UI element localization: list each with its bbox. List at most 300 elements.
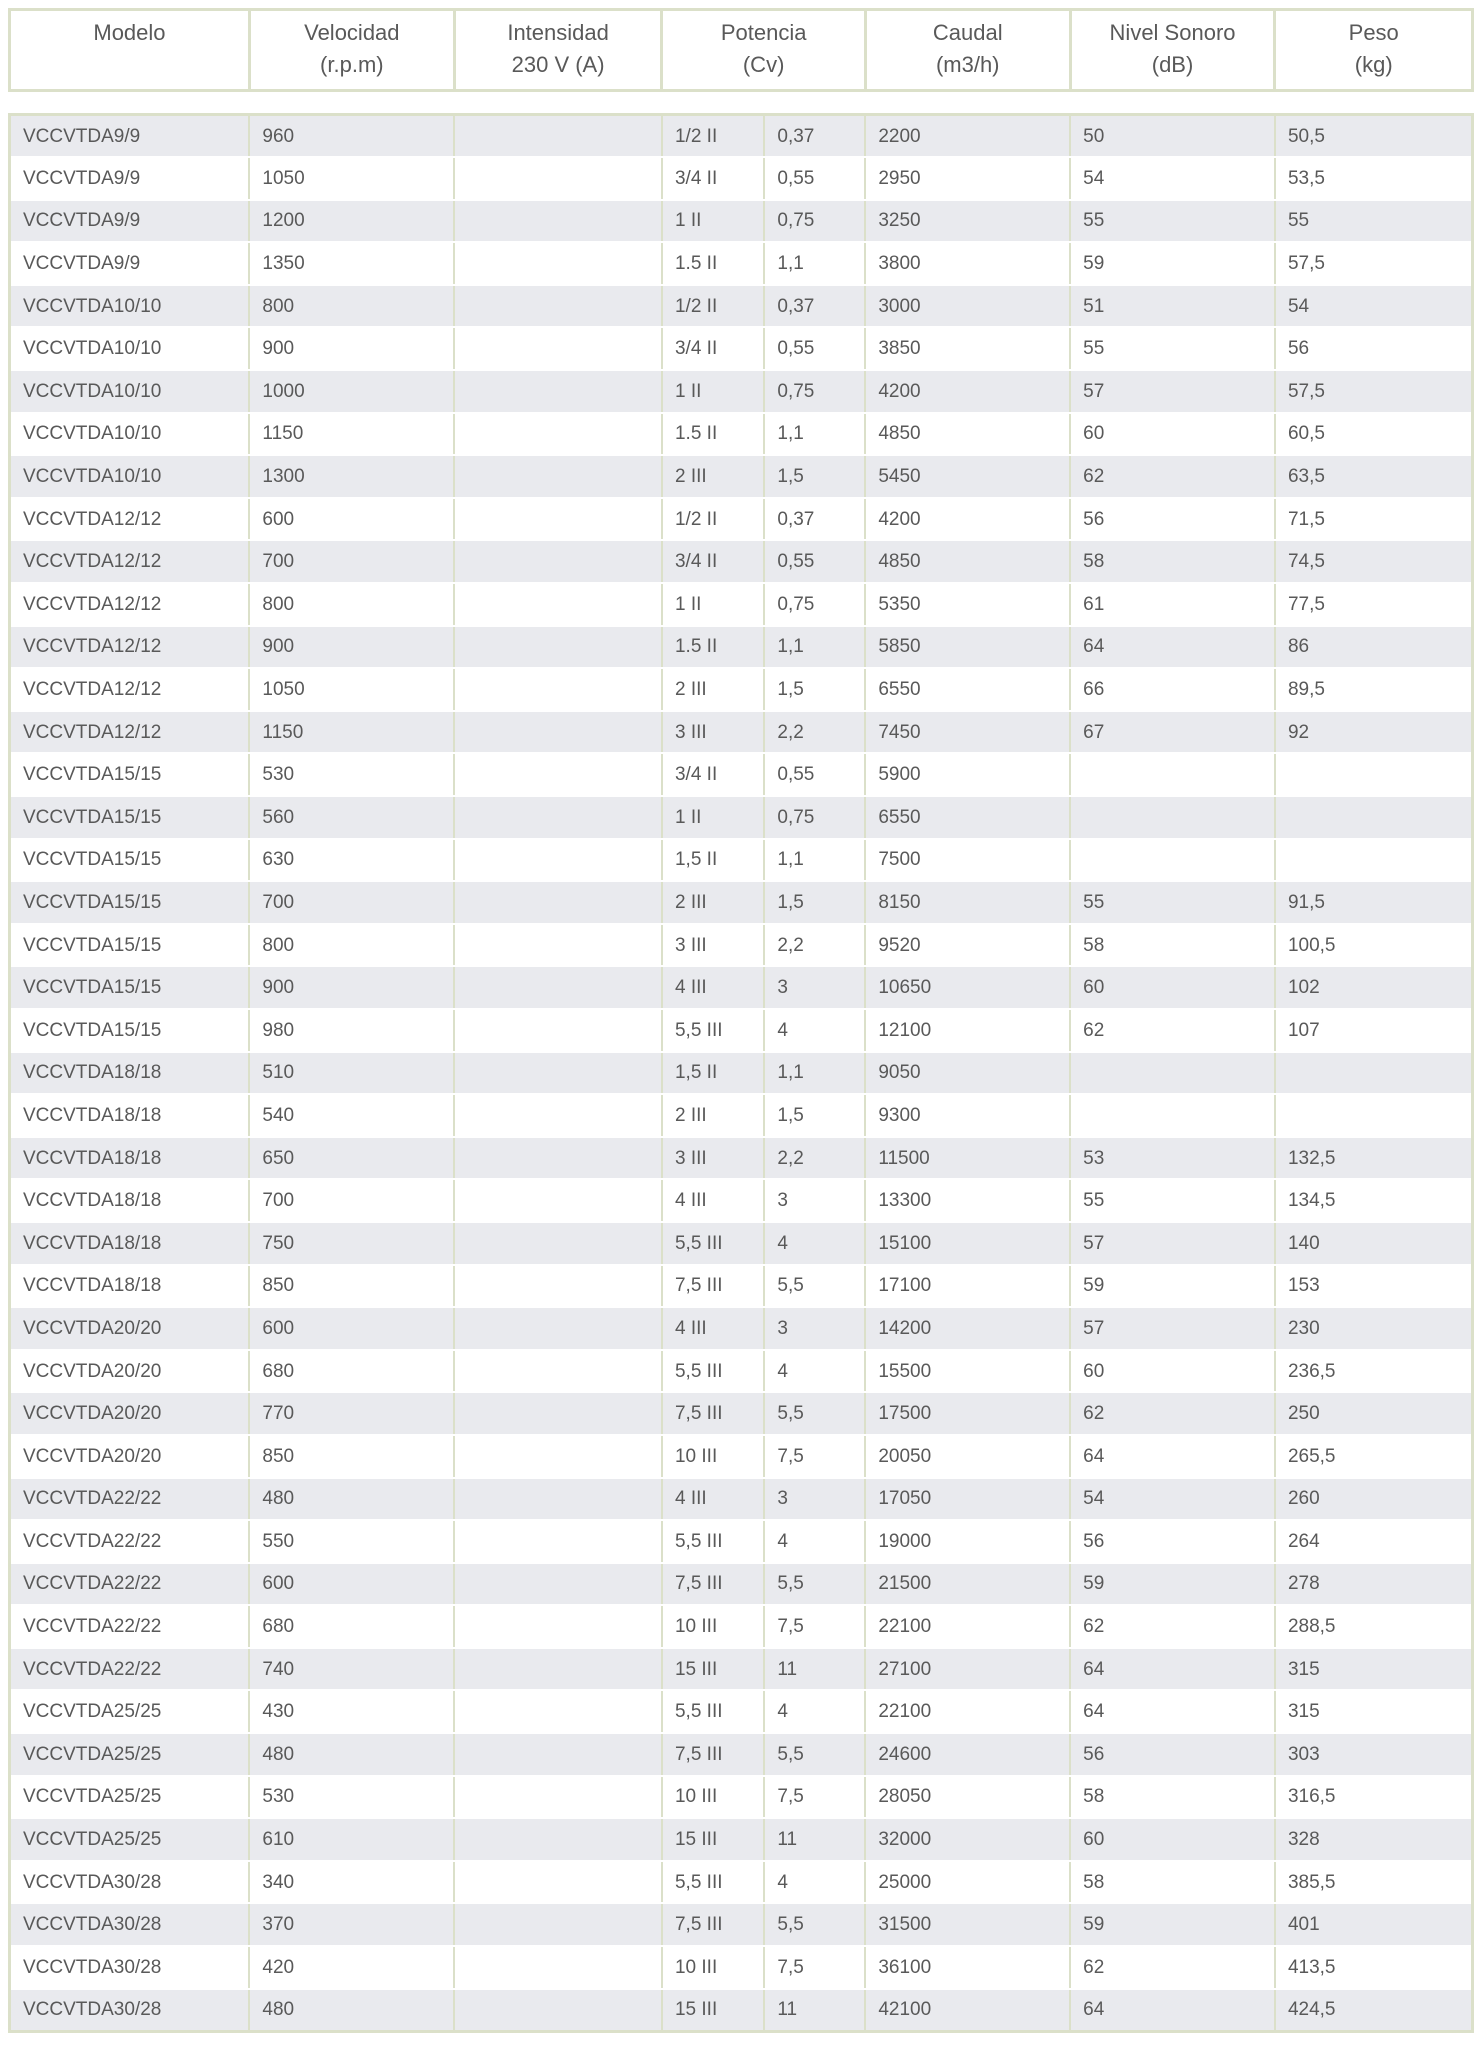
speed-cell: 550 xyxy=(249,1520,454,1563)
noise-cell: 59 xyxy=(1070,1563,1275,1606)
noise-cell: 55 xyxy=(1070,1179,1275,1222)
model-cell: VCCVTDA15/15 xyxy=(10,839,250,882)
power-cv-cell: 1 II xyxy=(662,370,764,413)
current-cell xyxy=(454,1052,662,1095)
power-kw-cell: 11 xyxy=(764,1818,865,1861)
table-row xyxy=(10,1307,1473,1350)
table-row xyxy=(10,200,1473,243)
airflow-cell: 25000 xyxy=(865,1861,1070,1904)
power-cv-cell: 1 II xyxy=(662,583,764,626)
weight-cell xyxy=(1275,1094,1473,1137)
weight-cell: 401 xyxy=(1275,1903,1473,1946)
noise-cell: 64 xyxy=(1070,1989,1275,2032)
power-cv-cell: 2 III xyxy=(662,455,764,498)
current-cell xyxy=(454,455,662,498)
noise-cell xyxy=(1070,839,1275,882)
table-row xyxy=(10,1605,1473,1648)
noise-cell: 62 xyxy=(1070,455,1275,498)
airflow-cell: 4200 xyxy=(865,498,1070,541)
noise-cell: 56 xyxy=(1070,1520,1275,1563)
power-kw-cell: 1,1 xyxy=(764,1052,865,1095)
airflow-cell: 2950 xyxy=(865,157,1070,200)
speed-cell: 800 xyxy=(249,285,454,328)
power-cv-cell: 15 III xyxy=(662,1648,764,1691)
weight-cell: 413,5 xyxy=(1275,1946,1473,1989)
power-cv-cell: 5,5 III xyxy=(662,1861,764,1904)
speed-cell: 900 xyxy=(249,966,454,1009)
speed-cell: 680 xyxy=(249,1605,454,1648)
weight-cell: 86 xyxy=(1275,626,1473,669)
table-row xyxy=(10,1903,1473,1946)
power-kw-cell: 11 xyxy=(764,1989,865,2032)
model-cell: VCCVTDA10/10 xyxy=(10,413,250,456)
power-cv-cell: 5,5 III xyxy=(662,1520,764,1563)
header-unit: (kg) xyxy=(1354,52,1393,77)
power-kw-cell: 1,5 xyxy=(764,881,865,924)
table-row xyxy=(10,1733,1473,1776)
weight-cell: 54 xyxy=(1275,285,1473,328)
weight-cell: 315 xyxy=(1275,1690,1473,1733)
model-cell: VCCVTDA22/22 xyxy=(10,1648,250,1691)
weight-cell: 100,5 xyxy=(1275,924,1473,967)
table-row xyxy=(10,1818,1473,1861)
table-row xyxy=(10,1776,1473,1819)
power-kw-cell: 1,1 xyxy=(764,839,865,882)
model-cell: VCCVTDA30/28 xyxy=(10,1989,250,2032)
airflow-cell: 5350 xyxy=(865,583,1070,626)
speed-cell: 370 xyxy=(249,1903,454,1946)
airflow-cell: 3250 xyxy=(865,200,1070,243)
current-cell xyxy=(454,1776,662,1819)
weight-cell: 236,5 xyxy=(1275,1350,1473,1393)
power-cv-cell: 10 III xyxy=(662,1946,764,1989)
weight-cell: 71,5 xyxy=(1275,498,1473,541)
model-cell: VCCVTDA12/12 xyxy=(10,498,250,541)
power-kw-cell: 4 xyxy=(764,1009,865,1052)
airflow-cell: 9300 xyxy=(865,1094,1070,1137)
weight-cell: 56 xyxy=(1275,327,1473,370)
weight-cell: 385,5 xyxy=(1275,1861,1473,1904)
table-row xyxy=(10,1690,1473,1733)
header-unit: (Cv) xyxy=(742,52,785,77)
airflow-cell: 6550 xyxy=(865,668,1070,711)
table-row xyxy=(10,753,1473,796)
power-cv-cell: 4 III xyxy=(662,966,764,1009)
model-cell: VCCVTDA15/15 xyxy=(10,1009,250,1052)
speed-cell: 960 xyxy=(249,115,454,158)
model-cell: VCCVTDA10/10 xyxy=(10,370,250,413)
noise-cell: 64 xyxy=(1070,626,1275,669)
current-cell xyxy=(454,1861,662,1904)
table-row xyxy=(10,881,1473,924)
power-cv-cell: 2 III xyxy=(662,1094,764,1137)
current-cell xyxy=(454,1563,662,1606)
speed-cell: 430 xyxy=(249,1690,454,1733)
noise-cell: 67 xyxy=(1070,711,1275,754)
noise-cell: 58 xyxy=(1070,1861,1275,1904)
weight-cell: 328 xyxy=(1275,1818,1473,1861)
power-cv-cell: 15 III xyxy=(662,1818,764,1861)
current-cell xyxy=(454,1818,662,1861)
speed-cell: 700 xyxy=(249,881,454,924)
speed-cell: 700 xyxy=(249,540,454,583)
header-label: Peso xyxy=(1348,20,1399,45)
table-row xyxy=(10,285,1473,328)
speed-cell: 770 xyxy=(249,1392,454,1435)
power-kw-cell: 1,5 xyxy=(764,455,865,498)
noise-cell: 59 xyxy=(1070,1903,1275,1946)
noise-cell: 55 xyxy=(1070,200,1275,243)
airflow-cell: 13300 xyxy=(865,1179,1070,1222)
header-unit: (r.p.m) xyxy=(320,52,384,77)
power-kw-cell: 0,55 xyxy=(764,540,865,583)
airflow-cell: 9520 xyxy=(865,924,1070,967)
weight-cell: 264 xyxy=(1275,1520,1473,1563)
speed-cell: 1000 xyxy=(249,370,454,413)
model-cell: VCCVTDA18/18 xyxy=(10,1265,250,1308)
current-cell xyxy=(454,1520,662,1563)
header-unit: (m3/h) xyxy=(935,52,1000,77)
table-row xyxy=(10,1478,1473,1521)
table-row xyxy=(10,1179,1473,1222)
header-unit: (dB) xyxy=(1151,52,1194,77)
power-cv-cell: 1/2 II xyxy=(662,285,764,328)
current-cell xyxy=(454,157,662,200)
model-cell: VCCVTDA25/25 xyxy=(10,1690,250,1733)
noise-cell xyxy=(1070,1052,1275,1095)
col-header-modelo xyxy=(10,10,250,91)
table-row xyxy=(10,1265,1473,1308)
airflow-cell: 10650 xyxy=(865,966,1070,1009)
model-cell: VCCVTDA15/15 xyxy=(10,924,250,967)
table-row xyxy=(10,1222,1473,1265)
noise-cell: 61 xyxy=(1070,583,1275,626)
current-cell xyxy=(454,1137,662,1180)
model-cell: VCCVTDA18/18 xyxy=(10,1179,250,1222)
speed-cell: 530 xyxy=(249,1776,454,1819)
power-kw-cell: 0,55 xyxy=(764,157,865,200)
airflow-cell: 9050 xyxy=(865,1052,1070,1095)
current-cell xyxy=(454,839,662,882)
model-cell: VCCVTDA10/10 xyxy=(10,327,250,370)
table-row xyxy=(10,1989,1473,2032)
power-kw-cell: 5,5 xyxy=(764,1903,865,1946)
current-cell xyxy=(454,1222,662,1265)
power-kw-cell: 5,5 xyxy=(764,1733,865,1776)
power-cv-cell: 7,5 III xyxy=(662,1563,764,1606)
table-row xyxy=(10,668,1473,711)
model-cell: VCCVTDA20/20 xyxy=(10,1350,250,1393)
weight-cell: 260 xyxy=(1275,1478,1473,1521)
power-kw-cell: 7,5 xyxy=(764,1605,865,1648)
table-row xyxy=(10,1392,1473,1435)
power-kw-cell: 1,1 xyxy=(764,242,865,285)
power-kw-cell: 5,5 xyxy=(764,1265,865,1308)
airflow-cell: 4850 xyxy=(865,540,1070,583)
airflow-cell: 32000 xyxy=(865,1818,1070,1861)
speed-cell: 600 xyxy=(249,1307,454,1350)
noise-cell: 60 xyxy=(1070,966,1275,1009)
weight-cell: 77,5 xyxy=(1275,583,1473,626)
current-cell xyxy=(454,1605,662,1648)
header-label: Potencia xyxy=(720,20,807,45)
current-cell xyxy=(454,413,662,456)
airflow-cell: 24600 xyxy=(865,1733,1070,1776)
airflow-cell: 31500 xyxy=(865,1903,1070,1946)
current-cell xyxy=(454,200,662,243)
table-row xyxy=(10,966,1473,1009)
noise-cell: 60 xyxy=(1070,413,1275,456)
power-cv-cell: 15 III xyxy=(662,1989,764,2032)
model-cell: VCCVTDA22/22 xyxy=(10,1478,250,1521)
speed-cell: 610 xyxy=(249,1818,454,1861)
table-row xyxy=(10,839,1473,882)
current-cell xyxy=(454,1350,662,1393)
header-label: Velocidad xyxy=(304,20,400,45)
model-cell: VCCVTDA30/28 xyxy=(10,1903,250,1946)
spec-table-header xyxy=(8,8,1474,92)
table-row xyxy=(10,327,1473,370)
weight-cell xyxy=(1275,1052,1473,1095)
current-cell xyxy=(454,881,662,924)
airflow-cell: 17500 xyxy=(865,1392,1070,1435)
power-cv-cell: 5,5 III xyxy=(662,1690,764,1733)
weight-cell: 107 xyxy=(1275,1009,1473,1052)
table-row xyxy=(10,498,1473,541)
speed-cell: 1050 xyxy=(249,668,454,711)
power-cv-cell: 3/4 II xyxy=(662,157,764,200)
speed-cell: 900 xyxy=(249,327,454,370)
power-kw-cell: 0,55 xyxy=(764,753,865,796)
weight-cell: 315 xyxy=(1275,1648,1473,1691)
airflow-cell: 20050 xyxy=(865,1435,1070,1478)
power-cv-cell: 1 II xyxy=(662,200,764,243)
power-kw-cell: 7,5 xyxy=(764,1776,865,1819)
noise-cell: 62 xyxy=(1070,1009,1275,1052)
noise-cell: 59 xyxy=(1070,1265,1275,1308)
weight-cell: 63,5 xyxy=(1275,455,1473,498)
weight-cell: 89,5 xyxy=(1275,668,1473,711)
airflow-cell: 3000 xyxy=(865,285,1070,328)
weight-cell: 278 xyxy=(1275,1563,1473,1606)
airflow-cell: 36100 xyxy=(865,1946,1070,1989)
model-cell: VCCVTDA20/20 xyxy=(10,1392,250,1435)
current-cell xyxy=(454,498,662,541)
table-row xyxy=(10,796,1473,839)
weight-cell: 153 xyxy=(1275,1265,1473,1308)
power-kw-cell: 0,75 xyxy=(764,796,865,839)
power-cv-cell: 4 III xyxy=(662,1478,764,1521)
airflow-cell: 27100 xyxy=(865,1648,1070,1691)
noise-cell: 62 xyxy=(1070,1605,1275,1648)
speed-cell: 740 xyxy=(249,1648,454,1691)
model-cell: VCCVTDA30/28 xyxy=(10,1861,250,1904)
weight-cell: 55 xyxy=(1275,200,1473,243)
power-kw-cell: 1,5 xyxy=(764,1094,865,1137)
table-row xyxy=(10,1520,1473,1563)
power-kw-cell: 1,1 xyxy=(764,626,865,669)
airflow-cell: 5850 xyxy=(865,626,1070,669)
model-cell: VCCVTDA25/25 xyxy=(10,1733,250,1776)
current-cell xyxy=(454,753,662,796)
weight-cell xyxy=(1275,839,1473,882)
noise-cell: 64 xyxy=(1070,1648,1275,1691)
current-cell xyxy=(454,796,662,839)
power-cv-cell: 3/4 II xyxy=(662,540,764,583)
table-row xyxy=(10,1648,1473,1691)
noise-cell: 56 xyxy=(1070,498,1275,541)
model-cell: VCCVTDA22/22 xyxy=(10,1605,250,1648)
power-kw-cell: 4 xyxy=(764,1690,865,1733)
model-cell: VCCVTDA18/18 xyxy=(10,1137,250,1180)
weight-cell: 230 xyxy=(1275,1307,1473,1350)
power-cv-cell: 1.5 II xyxy=(662,413,764,456)
noise-cell: 59 xyxy=(1070,242,1275,285)
power-kw-cell: 5,5 xyxy=(764,1563,865,1606)
speed-cell: 480 xyxy=(249,1478,454,1521)
power-cv-cell: 3 III xyxy=(662,711,764,754)
airflow-cell: 42100 xyxy=(865,1989,1070,2032)
power-kw-cell: 0,37 xyxy=(764,498,865,541)
model-cell: VCCVTDA12/12 xyxy=(10,711,250,754)
noise-cell xyxy=(1070,1094,1275,1137)
power-cv-cell: 10 III xyxy=(662,1435,764,1478)
noise-cell: 58 xyxy=(1070,924,1275,967)
current-cell xyxy=(454,711,662,754)
table-row xyxy=(10,1435,1473,1478)
speed-cell: 600 xyxy=(249,1563,454,1606)
weight-cell: 140 xyxy=(1275,1222,1473,1265)
speed-cell: 600 xyxy=(249,498,454,541)
col-header-potencia xyxy=(662,10,865,91)
table-row xyxy=(10,540,1473,583)
current-cell xyxy=(454,327,662,370)
current-cell xyxy=(454,668,662,711)
table-row xyxy=(10,1861,1473,1904)
airflow-cell: 4850 xyxy=(865,413,1070,456)
power-cv-cell: 4 III xyxy=(662,1179,764,1222)
power-cv-cell: 4 III xyxy=(662,1307,764,1350)
noise-cell: 62 xyxy=(1070,1946,1275,1989)
model-cell: VCCVTDA12/12 xyxy=(10,626,250,669)
power-kw-cell: 1,1 xyxy=(764,413,865,456)
weight-cell: 102 xyxy=(1275,966,1473,1009)
table-row xyxy=(10,370,1473,413)
airflow-cell: 22100 xyxy=(865,1690,1070,1733)
airflow-cell: 7450 xyxy=(865,711,1070,754)
model-cell: VCCVTDA12/12 xyxy=(10,668,250,711)
current-cell xyxy=(454,242,662,285)
power-kw-cell: 0,37 xyxy=(764,285,865,328)
airflow-cell: 6550 xyxy=(865,796,1070,839)
current-cell xyxy=(454,1989,662,2032)
speed-cell: 1350 xyxy=(249,242,454,285)
spec-table-body xyxy=(8,113,1474,2033)
weight-cell: 60,5 xyxy=(1275,413,1473,456)
model-cell: VCCVTDA25/25 xyxy=(10,1818,250,1861)
speed-cell: 1150 xyxy=(249,711,454,754)
current-cell xyxy=(454,285,662,328)
power-kw-cell: 3 xyxy=(764,1179,865,1222)
power-kw-cell: 3 xyxy=(764,966,865,1009)
current-cell xyxy=(454,1435,662,1478)
header-label: Intensidad xyxy=(507,20,609,45)
power-kw-cell: 11 xyxy=(764,1648,865,1691)
noise-cell: 53 xyxy=(1070,1137,1275,1180)
current-cell xyxy=(454,1307,662,1350)
weight-cell: 250 xyxy=(1275,1392,1473,1435)
noise-cell: 55 xyxy=(1070,881,1275,924)
weight-cell: 288,5 xyxy=(1275,1605,1473,1648)
power-cv-cell: 7,5 III xyxy=(662,1733,764,1776)
model-cell: VCCVTDA15/15 xyxy=(10,966,250,1009)
power-cv-cell: 3 III xyxy=(662,924,764,967)
speed-cell: 980 xyxy=(249,1009,454,1052)
current-cell xyxy=(454,1265,662,1308)
model-cell: VCCVTDA12/12 xyxy=(10,540,250,583)
noise-cell: 56 xyxy=(1070,1733,1275,1776)
speed-cell: 340 xyxy=(249,1861,454,1904)
model-cell: VCCVTDA25/25 xyxy=(10,1776,250,1819)
speed-cell: 750 xyxy=(249,1222,454,1265)
weight-cell: 92 xyxy=(1275,711,1473,754)
power-cv-cell: 1/2 II xyxy=(662,115,764,158)
power-kw-cell: 5,5 xyxy=(764,1392,865,1435)
power-cv-cell: 3/4 II xyxy=(662,753,764,796)
power-cv-cell: 1.5 II xyxy=(662,242,764,285)
airflow-cell: 7500 xyxy=(865,839,1070,882)
noise-cell: 55 xyxy=(1070,327,1275,370)
power-cv-cell: 5,5 III xyxy=(662,1009,764,1052)
current-cell xyxy=(454,370,662,413)
current-cell xyxy=(454,924,662,967)
current-cell xyxy=(454,1392,662,1435)
noise-cell: 57 xyxy=(1070,1307,1275,1350)
power-kw-cell: 2,2 xyxy=(764,1137,865,1180)
power-cv-cell: 5,5 III xyxy=(662,1350,764,1393)
power-cv-cell: 1/2 II xyxy=(662,498,764,541)
airflow-cell: 17100 xyxy=(865,1265,1070,1308)
model-cell: VCCVTDA18/18 xyxy=(10,1052,250,1095)
power-kw-cell: 0,55 xyxy=(764,327,865,370)
airflow-cell: 3800 xyxy=(865,242,1070,285)
weight-cell: 316,5 xyxy=(1275,1776,1473,1819)
current-cell xyxy=(454,626,662,669)
power-cv-cell: 1.5 II xyxy=(662,626,764,669)
speed-cell: 800 xyxy=(249,924,454,967)
airflow-cell: 17050 xyxy=(865,1478,1070,1521)
model-cell: VCCVTDA12/12 xyxy=(10,583,250,626)
noise-cell: 60 xyxy=(1070,1350,1275,1393)
model-cell: VCCVTDA9/9 xyxy=(10,242,250,285)
weight-cell xyxy=(1275,753,1473,796)
current-cell xyxy=(454,1094,662,1137)
airflow-cell: 3850 xyxy=(865,327,1070,370)
power-cv-cell: 1,5 II xyxy=(662,1052,764,1095)
power-kw-cell: 0,75 xyxy=(764,200,865,243)
table-row xyxy=(10,242,1473,285)
speed-cell: 1200 xyxy=(249,200,454,243)
table-row xyxy=(10,115,1473,158)
model-cell: VCCVTDA30/28 xyxy=(10,1946,250,1989)
speed-cell: 680 xyxy=(249,1350,454,1393)
table-row xyxy=(10,1052,1473,1095)
power-kw-cell: 7,5 xyxy=(764,1946,865,1989)
table-row xyxy=(10,455,1473,498)
power-cv-cell: 7,5 III xyxy=(662,1392,764,1435)
airflow-cell: 5450 xyxy=(865,455,1070,498)
speed-cell: 420 xyxy=(249,1946,454,1989)
